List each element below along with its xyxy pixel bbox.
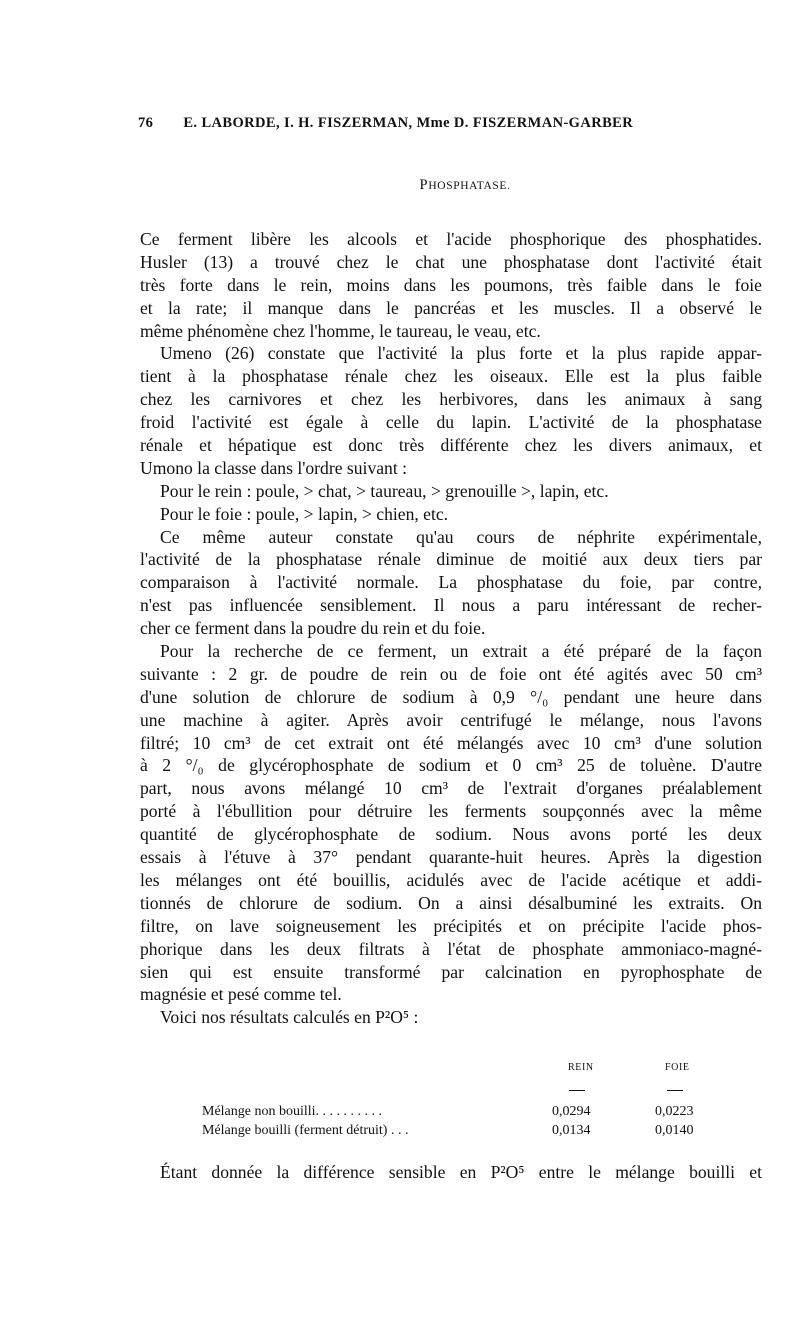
text-line: comparaison à l'activité normale. La phosphatase du foie, par contre, [140,572,762,593]
results-row [202,1104,712,1123]
text-line: très forte dans le rein, moins dans les poumons, très faible dans le foie [140,274,762,295]
text-line: filtré; 10 cm³ de cet extrait ont été mélangés avec 10 cm³ d'une solution [140,732,762,753]
text-line: d'une solution de chlorure de sodium à 0,9 °/₀ pendant une heure dans [140,686,762,707]
row-label: Mélange bouilli (ferment détruit) . . . [202,1123,409,1138]
section-title-rest: HOSPHATASE. [428,180,511,192]
text-line: tient à la phosphatase rénale chez les oiseaux. Elle est la plus faible [140,366,762,387]
text-line: Pour la recherche de ce ferment, un extrait a été préparé de la façon [160,641,762,662]
text-line: à 2 °/₀ de glycérophosphate de sodium et 0 cm³ 25 de toluène. D'autre [140,755,762,776]
running-head [138,115,760,132]
results-header-row [202,1062,712,1086]
text-line: sien qui est ensuite transformé par calcination en pyrophosphate de [140,961,762,982]
text-line: quantité de glycérophosphate de sodium. Nous avons porté les deux [140,824,762,845]
text-line: essais à l'étuve à 37° pendant quarante-huit heures. Après la digestion [140,847,762,868]
text-line: et la rate; il manque dans le pancréas et les muscles. Il a observé le [140,297,762,318]
text-line: Voici nos résultats calculés en P²O⁵ : [160,1007,419,1028]
value-rein: 0,0134 [552,1123,591,1138]
text-line: Ce même auteur constate qu'au cours de néphrite expérimentale, [160,526,762,547]
dash-foie [667,1090,683,1091]
running-head-authors: E. LABORDE, I. H. FISZERMAN, Mme D. FISZERMAN-GARBER [183,115,634,131]
text-line: même phénomène chez l'homme, le taureau, le veau, etc. [140,320,541,341]
value-foie: 0,0140 [655,1123,694,1138]
row-label: Mélange non bouilli. . . . . . . . . . [202,1104,383,1119]
text-line: porté à l'ébullition pour détruire les ferments soupçonnés avec la même [140,801,762,822]
value-foie: 0,0223 [655,1104,694,1119]
results-row [202,1123,712,1142]
text-line: une machine à agiter. Après avoir centrifugé le mélange, nous l'avons [140,709,762,730]
value-rein: 0,0294 [552,1104,591,1119]
page-number: 76 [138,115,154,131]
text-line: rénale et hépatique est donc très différente chez les divers animaux, et [140,435,762,456]
results-table [202,1062,712,1142]
column-dashes [202,1086,712,1104]
text-line: suivante : 2 gr. de poudre de rein ou de foie ont été agités avec 50 cm³ [140,663,762,684]
column-header-foie: FOIE [665,1062,690,1073]
text-line: Pour le rein : poule, > chat, > taureau, > grenouille >, lapin, etc. [160,480,609,501]
text-line: phorique dans les deux filtrats à l'état de phosphate ammoniaco-magné- [140,938,762,959]
section-title-initial: P [419,177,429,193]
text-line: chez les carnivores et chez les herbivores, dans les animaux à sang [140,389,762,410]
text-line: Husler (13) a trouvé chez le chat une phosphatase dont l'activité était [140,251,762,272]
text-line: les mélanges ont été bouillis, acidulés avec de l'acide acétique et addi- [140,869,762,890]
text-line: filtre, on lave soigneusement les précipités et on précipite l'acide phos- [140,915,762,936]
section-title [0,177,800,194]
text-line: Umeno (26) constate que l'activité la plus forte et la plus rapide appar- [160,343,762,364]
dash-rein [569,1090,585,1091]
text-line: n'est pas influencée sensiblement. Il nous a paru intéressant de recher- [140,595,762,616]
column-header-rein: REIN [568,1062,594,1073]
text-line: Ce ferment libère les alcools et l'acide phosphorique des phosphatides. [140,229,762,249]
text-line: froid l'activité est égale à celle du lapin. L'activité de la phosphatase [140,412,762,433]
text-line: tionnés de chlorure de sodium. On a ainsi désalbuminé les extraits. On [140,892,762,913]
body-text [140,228,762,1029]
text-line: part, nous avons mélangé 10 cm³ de l'extrait d'organes préalablement [140,778,762,799]
text-line: Pour le foie : poule, > lapin, > chien, etc. [160,503,449,524]
text-line: l'activité de la phosphatase rénale diminue de moitié aux deux tiers par [140,549,762,570]
text-line: cher ce ferment dans la poudre du rein et du foie. [140,618,486,639]
text-line: Umono la classe dans l'ordre suivant : [140,457,408,478]
text-line: magnésie et pesé comme tel. [140,984,342,1005]
closing-line: Étant donnée la différence sensible en P²O⁵ entre le mélange bouilli et [160,1162,762,1182]
